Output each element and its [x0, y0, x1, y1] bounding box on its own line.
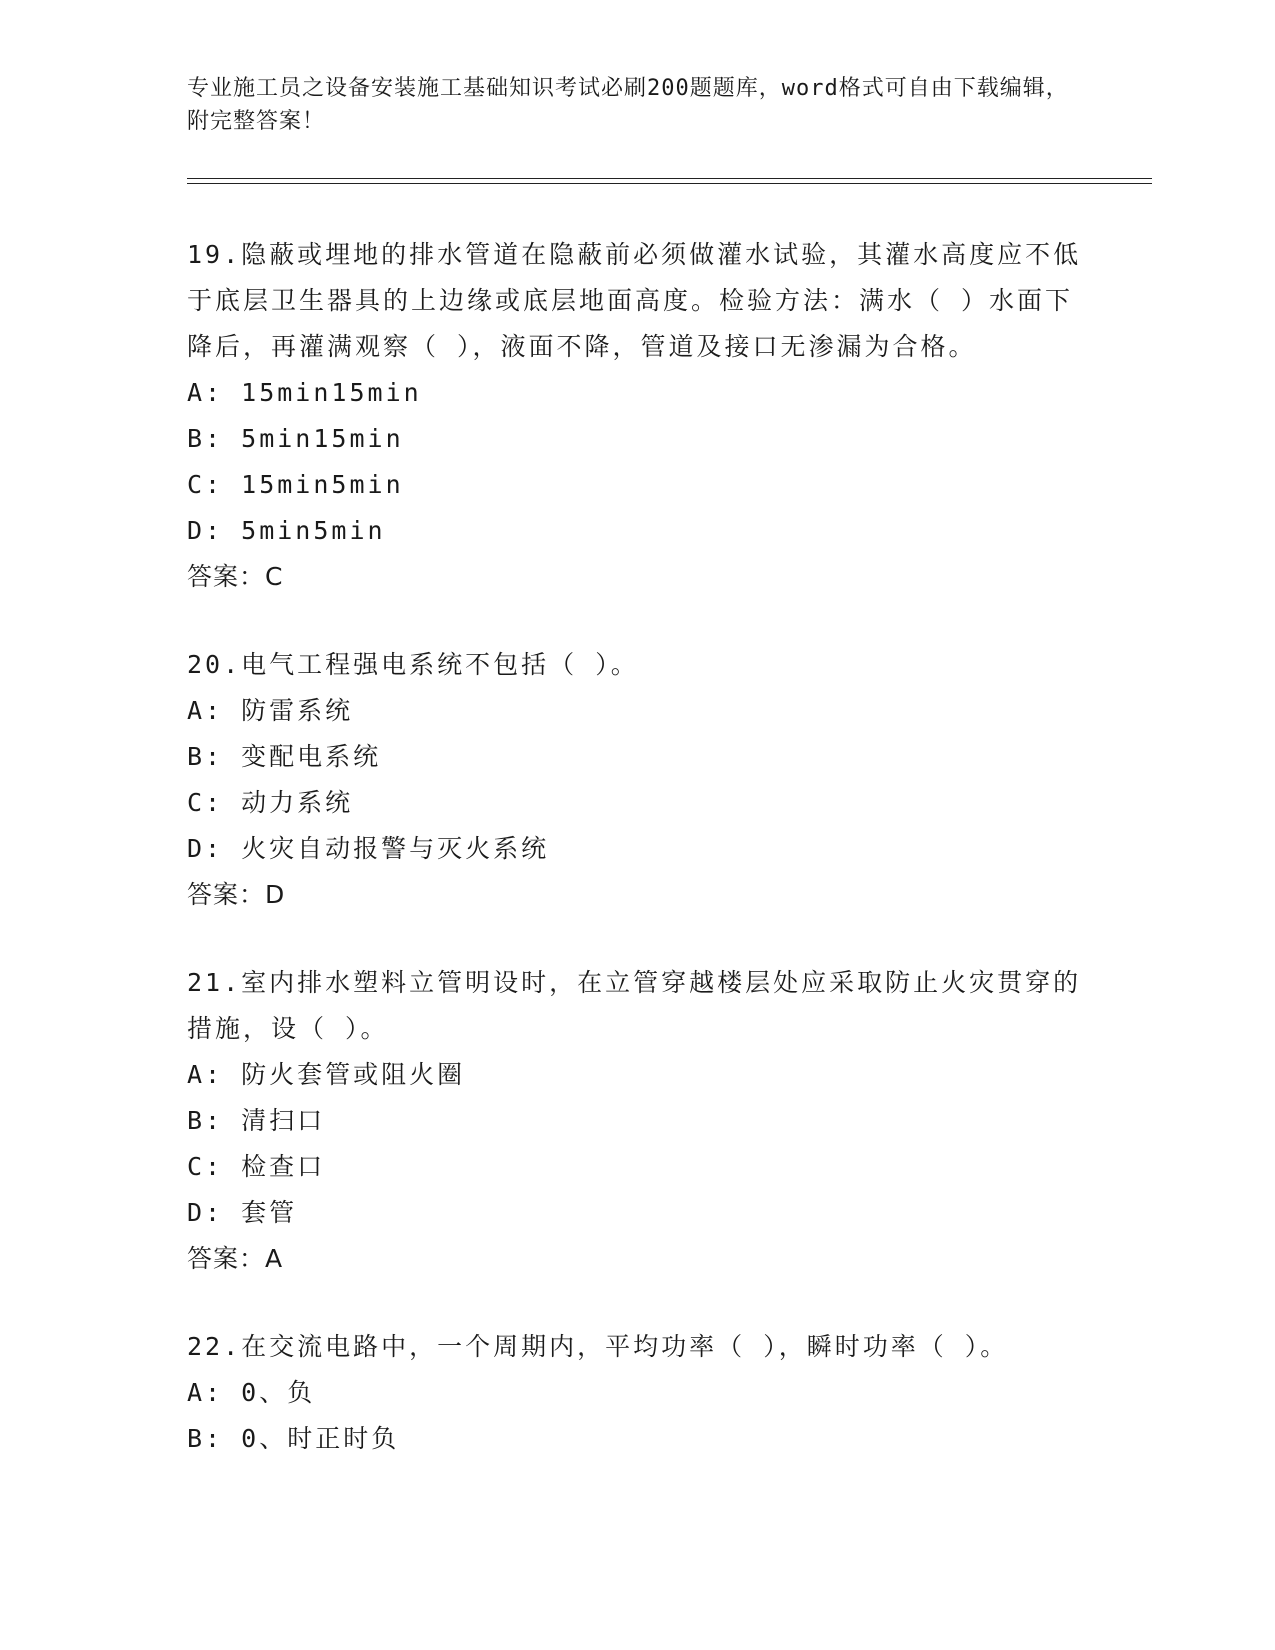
answer: 答案：A	[187, 1244, 284, 1273]
option-b: B: 0、时正时负	[187, 1424, 400, 1453]
option-c: C: 动力系统	[187, 788, 354, 817]
option-a: A: 防火套管或阻火圈	[187, 1060, 466, 1089]
question-stem: 22.在交流电路中，一个周期内，平均功率（ ），瞬时功率（ ）。	[187, 1332, 1009, 1361]
option-b: B: 变配电系统	[187, 742, 382, 771]
question-stem: 19.隐蔽或埋地的排水管道在隐蔽前必须做灌水试验，其灌水高度应不低于底层卫生器具的上边缘或底层地面高度。检验方法：满水（ ）水面下降后，再灌满观察（ ），液面不降，管道及接口无渗漏为合格。	[187, 240, 1082, 361]
answer: 答案：C	[187, 562, 284, 591]
question-22	[187, 1324, 1087, 1462]
header-divider-top	[187, 178, 1152, 179]
option-a: A: 0、负	[187, 1378, 316, 1407]
answer: 答案：D	[187, 880, 286, 909]
question-stem: 21.室内排水塑料立管明设时，在立管穿越楼层处应采取防止火灾贯穿的措施，设（ ）。	[187, 968, 1082, 1043]
option-c: C: 15min5min	[187, 470, 404, 499]
option-c: C: 检查口	[187, 1152, 326, 1181]
question-stem: 20.电气工程强电系统不包括（ ）。	[187, 650, 639, 679]
option-a: A: 防雷系统	[187, 696, 354, 725]
question-21	[187, 960, 1087, 1282]
option-b: B: 5min15min	[187, 424, 404, 453]
option-d: D: 套管	[187, 1198, 298, 1227]
option-d: D: 火灾自动报警与灭火系统	[187, 834, 550, 863]
option-b: B: 清扫口	[187, 1106, 326, 1135]
question-list	[187, 232, 1087, 1504]
question-19	[187, 232, 1087, 600]
question-20	[187, 642, 1087, 918]
option-a: A: 15min15min	[187, 378, 422, 407]
document-header: 专业施工员之设备安装施工基础知识考试必刷200题题库，word格式可自由下载编辑，附完整答案！	[187, 76, 1069, 134]
header-divider-bottom	[187, 183, 1152, 184]
option-d: D: 5min5min	[187, 516, 386, 545]
